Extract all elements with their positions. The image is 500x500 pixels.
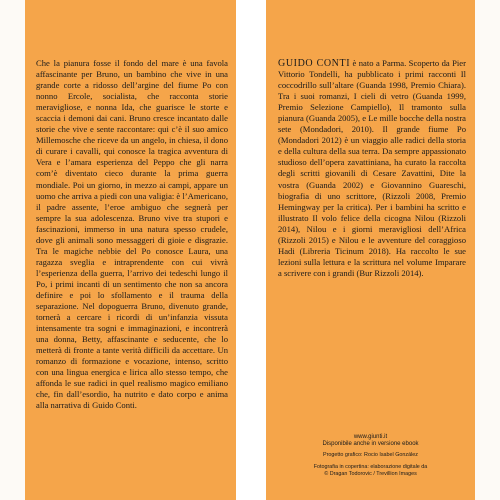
center-gutter (236, 0, 266, 500)
publisher-website[interactable]: www.giunti.it (353, 433, 388, 440)
left-flap (25, 0, 236, 500)
author-name: GUIDO CONTI (278, 58, 351, 69)
book-blurb: Che la pianura fosse il fondo del mare è una favola affascinante per Bruno, un bambino che vive in una grande corte a ridosso dell’argine del fiume Po con nonno Ercole, socialista, che racconta storie meravigliose, e nonna Ida, che guarisce le storte e scaccia i demoni dai cani. Bruno cresce incantato dalle storie che vive e sente raccontare: qui c’è il suo amico Millemosche che riceve da un angelo, in chiesa, il dono di curare i cavalli, qui conosce la tragica avventura di Vera e l’amara esperienza del Peppo che gli narra com’è diventato cieco durante la prima guerra mondiale. Poi un giorno, in mezzo ai campi, appare un uomo che arriva a piedi con una valigia: è l’Americano, il padre assente, l’eroe ambiguo che segnerà per sempre la sua adolescenza. Bruno vive tra stupori e fascinazioni, immerso in una natura spesso crudele, dove gli animali sono messaggeri di gioie e disgrazie. Tra le magiche nebbie del Po conosce Laura, una ragazza sveglia e intraprendente con cui vivrà l’esperienza della guerra, l’arrivo dei tedeschi lungo il Po, i primi incanti di un sentimento che non sa ancora definire e poi lo sfollamento e il trauma della separazione. Nel dopoguerra Bruno, divenuto grande, tornerà a cercare i ricordi di un’infanzia vissuta intensamente tra sogni e immaginazioni, e incontrerà una donna, Betty, affascinante e seducente, che lo metterà di fronte a tante verità difficili da accettare. Un romanzo di formazione e vocazione, intenso, scritto con una lingua energica e lirica allo stesso tempo, che affonda le sue radici in quel realismo magico emiliano che, fin dall’esordio, ha nutrito e dato corpo e anima alla narrativa di Guido Conti. (36, 58, 228, 411)
photo-credit-line-1: Fotografia in copertina: elaborazione digitale da (313, 463, 428, 470)
left-page-margin (0, 0, 25, 500)
right-flap (266, 0, 475, 500)
photo-credit-line-2: © Dragan Todorovic / Trevillion Images (324, 470, 417, 477)
right-page-margin (475, 0, 500, 500)
ebook-note: Disponibile anche in versione ebook (322, 441, 419, 448)
design-credit: Progetto grafico: Rocio Isabel González (323, 452, 418, 459)
publisher-credits (266, 434, 475, 478)
author-bio: è nato a Parma. Scoperto da Pier Vittorio Tondelli, ha pubblicato i primi racconti Il coccodrillo sull’altare (Guanda 1998, Premio Chiara). Tra i suoi romanzi, I cieli di vetro (Guanda 1999, Premio Selezione Campiello), Il tramonto sulla pianura (Guanda 2005), e Le mille bocche della nostra sete (Mondadori, 2010). Il grande fiume Po (Mondadori 2012) è un viaggio alle radici della storia e della cultura della sua terra. Da sempre appassionato studioso dell’opera zavattiniana, ha curato la raccolta degli scritti giovanili di Cesare Zavattini, Dite la vostra (Guanda 2002) e Giovannino Guareschi, biografia di uno scrittore, (Rizzoli 2008, Premio Hemingway per la critica). Per i bambini ha scritto e illustrato Il volo felice della cicogna Nilou (Rizzoli 2014), Nilou e i giorni meravigliosi dell’Africa (Rizzoli 2015) e Nilou e le avventure del coraggioso Hadi (Libreria Ticinum 2018). Ha raccolto le sue lezioni sulla lettura e la scrittura nel volume Imparare a scrivere con i grandi (Bur Rizzoli 2014). (278, 58, 466, 278)
author-bio-paragraph (278, 58, 466, 279)
